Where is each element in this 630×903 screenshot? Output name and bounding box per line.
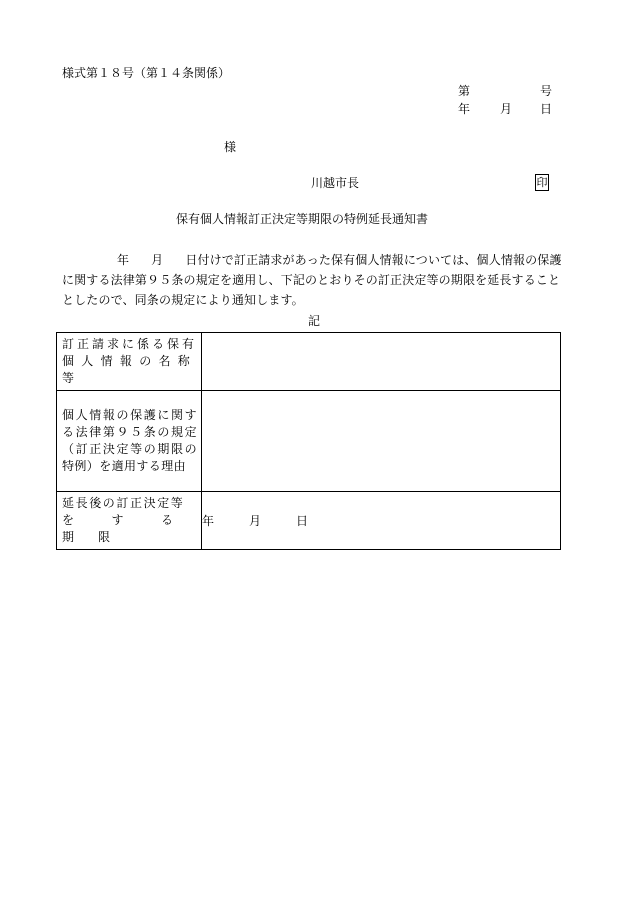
row2-value[interactable] — [202, 391, 561, 492]
date-day: 日 — [540, 102, 553, 116]
date-year: 年 — [458, 102, 471, 116]
detail-table — [56, 332, 561, 550]
ki-heading: 記 — [308, 314, 321, 328]
deadline-day: 日 — [296, 513, 309, 528]
table-row — [57, 391, 561, 492]
notice-body — [62, 250, 562, 310]
deadline-year: 年 — [202, 513, 215, 528]
addressee-honorific: 様 — [224, 140, 237, 154]
body-year: 年 — [117, 253, 130, 267]
row2-label: 個人情報の保護に関する法律第９５条の規定（訂正決定等の期限の特例）を適用する理由 — [57, 391, 202, 492]
form-number: 様式第１８号（第１４条関係） — [62, 66, 231, 80]
body-text: 日付けで訂正請求があった保有個人情報については、個人情報の保護に関する法律第９５条の規定を適用し、下記のとおりその訂正決定等の期限を延長することとしたので、同条の規定により通知します。 — [62, 253, 562, 307]
row1-label — [57, 333, 202, 391]
row1-label-line1: 訂正請求に係る保有 — [62, 337, 198, 351]
row1-value[interactable] — [202, 333, 561, 391]
body-month: 月 — [151, 253, 164, 267]
row1-label-line2: 個人情報の名称等 — [62, 354, 197, 385]
doc-number-suffix: 号 — [540, 84, 553, 98]
seal-mark: 印 — [536, 176, 548, 189]
row3-label-line2: をする期限 — [62, 513, 197, 544]
row3-label-line1: 延長後の訂正決定等 — [62, 496, 185, 510]
doc-number-prefix: 第 — [458, 84, 471, 98]
date-month: 月 — [500, 102, 513, 116]
deadline-month: 月 — [249, 513, 262, 528]
row3-label — [57, 492, 202, 550]
sender-name: 川越市長 — [311, 176, 360, 190]
row3-value[interactable] — [202, 492, 561, 550]
document-title: 保有個人情報訂正決定等期限の特例延長通知書 — [176, 212, 429, 226]
table-row — [57, 492, 561, 550]
table-row — [57, 333, 561, 391]
